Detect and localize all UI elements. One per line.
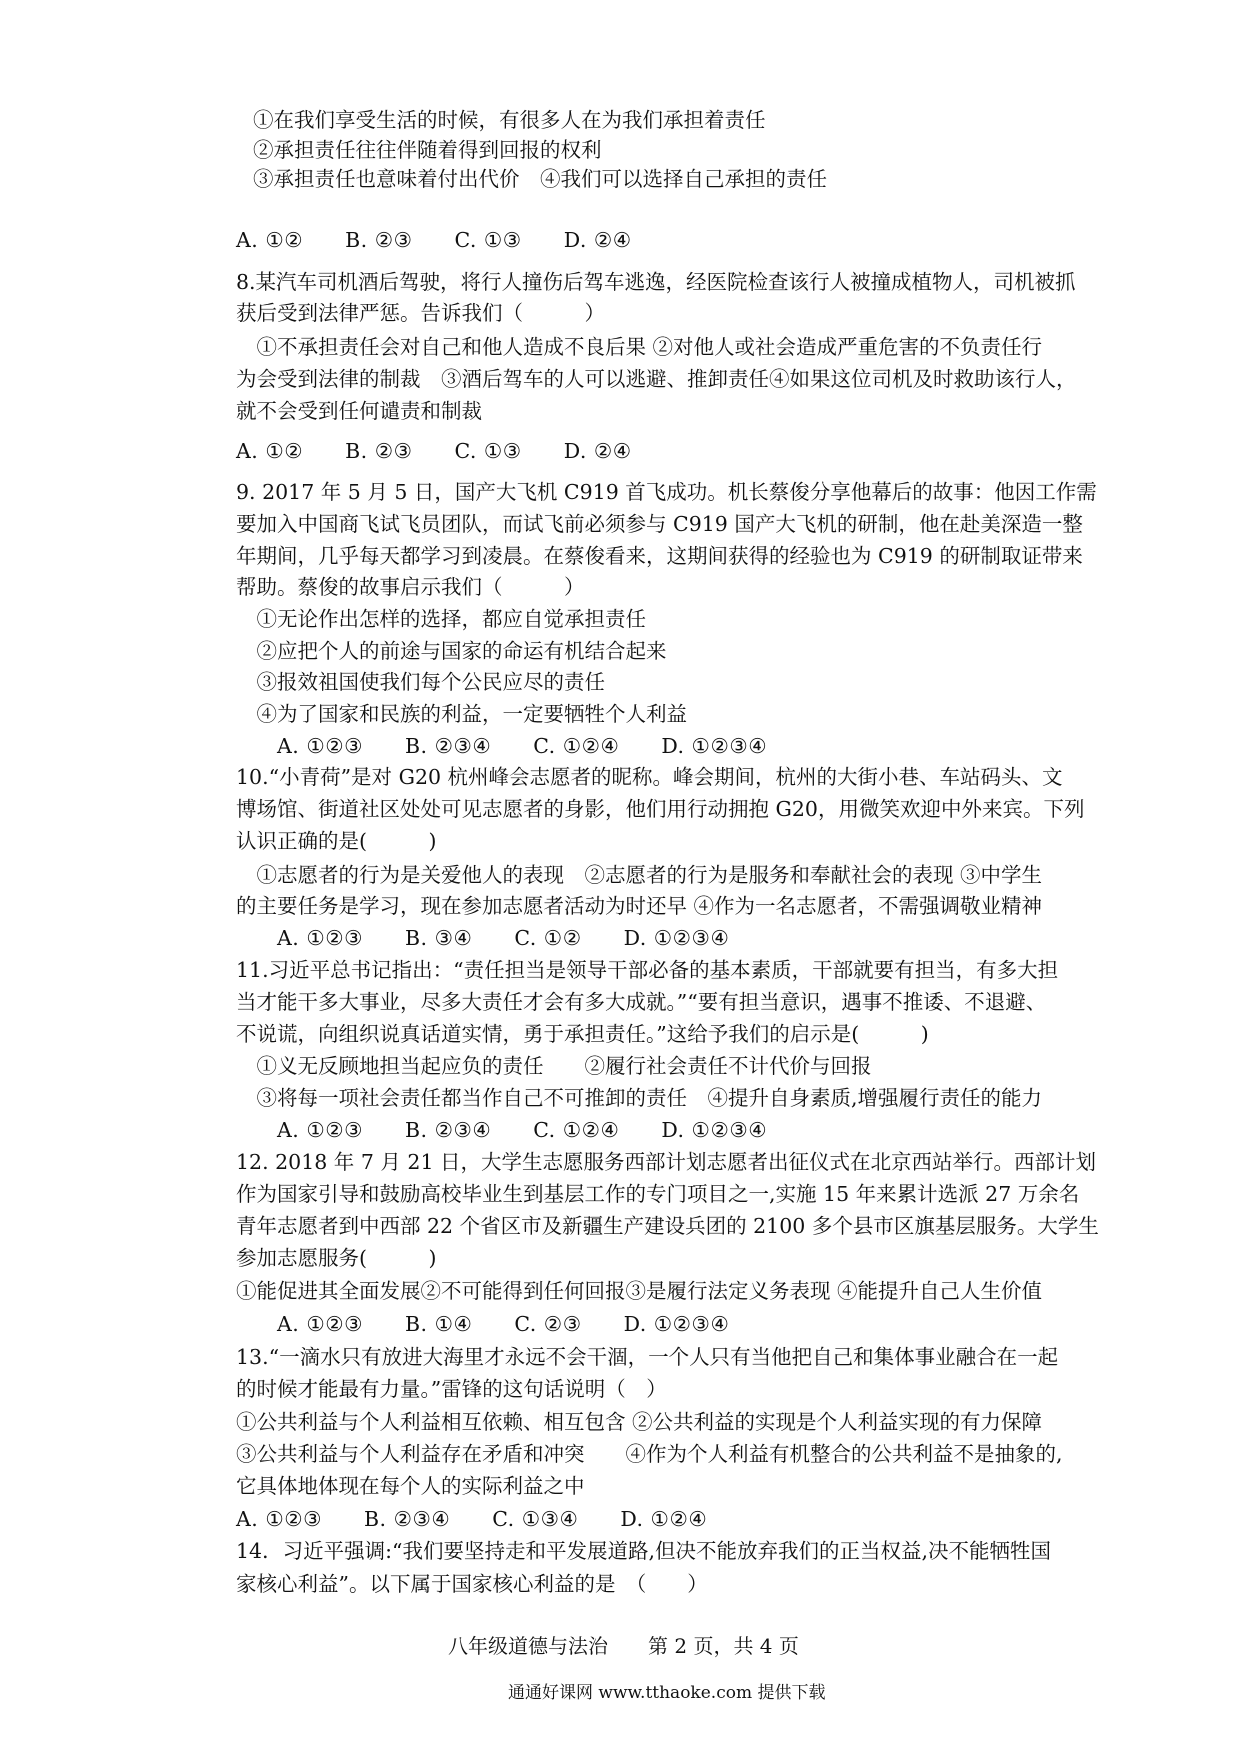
question-9-line: 9. 2017 年 5 月 5 日，国产大飞机 C919 首飞成功。机长蔡俊分享他幕后的故事：他因工作需 <box>236 480 1097 504</box>
question-12-line: 青年志愿者到中西部 22 个省区市及新疆生产建设兵团的 2100 多个县市区旗基层服务。大学生 <box>236 1214 1099 1238</box>
question-14-line: 家核心利益”。以下属于国家核心利益的是 （ ） <box>236 1572 708 1596</box>
question-8-line: 为会受到法律的制裁 ③酒后驾车的人可以逃避、推卸责任④如果这位司机及时救助该行人， <box>236 367 1077 391</box>
question-9-line: ④为了国家和民族的利益，一定要牺牲个人利益 <box>236 702 687 726</box>
question-13-line: ①公共利益与个人利益相互依赖、相互包含 ②公共利益的实现是个人利益实现的有力保障 <box>236 1410 1043 1434</box>
answer-choices: A. ①②③ B. ③④ C. ①② D. ①②③④ <box>277 926 730 950</box>
question-8-line: ①不承担责任会对自己和他人造成不良后果 ②对他人或社会造成严重危害的不负责任行 <box>236 335 1043 359</box>
question-13-line: ③公共利益与个人利益存在矛盾和冲突 ④作为个人利益有机整合的公共利益不是抽象的, <box>236 1442 1063 1466</box>
answer-choices: A. ①②③ B. ②③④ C. ①③④ D. ①②④ <box>236 1507 708 1531</box>
question-13-line: 它具体地体现在每个人的实际利益之中 <box>236 1474 585 1498</box>
question-9-line: ①无论作出怎样的选择，都应自觉承担责任 <box>236 607 646 631</box>
question-9-line: 年期间，几乎每天都学习到凌晨。在蔡俊看来，这期间获得的经验也为 C919 的研制取证带来 <box>236 544 1083 568</box>
question-11-line: 不说谎，向组织说真话道实情，勇于承担责任。”这给予我们的启示是( ) <box>236 1022 929 1046</box>
question-9-line: ③报效祖国使我们每个公民应尽的责任 <box>236 670 605 694</box>
question-10-line: 10.“小青荷”是对 G20 杭州峰会志愿者的昵称。峰会期间，杭州的大街小巷、车站码头、文 <box>236 765 1063 789</box>
question-11-line: ①义无反顾地担当起应负的责任 ②履行社会责任不计代价与回报 <box>236 1054 872 1078</box>
download-credit: 通通好课网 www.tthaoke.com 提供下载 <box>508 1683 826 1703</box>
answer-choices: A. ①②③ B. ②③④ C. ①②④ D. ①②③④ <box>277 1118 768 1142</box>
question-9-line: ②应把个人的前途与国家的命运有机结合起来 <box>236 639 667 663</box>
question-11-line: 11.习近平总书记指出：“责任担当是领导干部必备的基本素质，干部就要有担当，有多大担 <box>236 958 1059 982</box>
question-8-line: 就不会受到任何谴责和制裁 <box>236 399 482 423</box>
question-12-line: 12. 2018 年 7 月 21 日，大学生志愿服务西部计划志愿者出征仪式在北京西站举行。西部计划 <box>236 1150 1096 1174</box>
question-9-line: 要加入中国商飞试飞员团队，而试飞前必须参与 C919 国产大飞机的研制，他在赴美深造一整 <box>236 512 1083 536</box>
question-10-line: 认识正确的是( ) <box>236 829 437 853</box>
question-13-line: 的时候才能最有力量。”雷锋的这句话说明（ ） <box>236 1377 667 1401</box>
question-13-line: 13.“一滴水只有放进大海里才永远不会干涸，一个人只有当他把自己和集体事业融合在一起 <box>236 1345 1059 1369</box>
question-14-line: 14．习近平强调:“我们要坚持走和平发展道路,但决不能放弃我们的正当权益,决不能牺牲国 <box>236 1539 1052 1563</box>
option-line: ③承担责任也意味着付出代价 ④我们可以选择自己承担的责任 <box>253 167 827 191</box>
question-10-line: ①志愿者的行为是关爱他人的表现 ②志愿者的行为是服务和奉献社会的表现 ③中学生 <box>236 863 1043 887</box>
question-10-line: 的主要任务是学习，现在参加志愿者活动为时还早 ④作为一名志愿者，不需强调敬业精神 <box>236 894 1043 918</box>
question-12-line: 参加志愿服务( ) <box>236 1246 437 1270</box>
question-8-line: 8.某汽车司机酒后驾驶，将行人撞伤后驾车逃逸，经医院检查该行人被撞成植物人，司机被抓 <box>236 270 1076 294</box>
answer-choices: A. ①② B. ②③ C. ①③ D. ②④ <box>236 439 632 463</box>
answer-choices: A. ①②③ B. ②③④ C. ①②④ D. ①②③④ <box>277 734 768 758</box>
answer-choices: A. ①② B. ②③ C. ①③ D. ②④ <box>236 228 632 252</box>
question-9-line: 帮助。蔡俊的故事启示我们（ ） <box>236 575 585 599</box>
question-12-line: 作为国家引导和鼓励高校毕业生到基层工作的专门项目之一,实施 15 年来累计选派 27 万余名 <box>236 1182 1080 1206</box>
answer-choices: A. ①②③ B. ①④ C. ②③ D. ①②③④ <box>277 1312 730 1336</box>
question-8-line: 获后受到法律严惩。告诉我们（ ） <box>236 301 605 325</box>
page-footer: 八年级道德与法治 第 2 页，共 4 页 <box>448 1634 799 1658</box>
option-line: ②承担责任往往伴随着得到回报的权利 <box>253 138 602 162</box>
question-11-line: ③将每一项社会责任都当作自己不可推卸的责任 ④提升自身素质,增强履行责任的能力 <box>236 1086 1043 1110</box>
question-10-line: 博场馆、街道社区处处可见志愿者的身影，他们用行动拥抱 G20，用微笑欢迎中外来宾。下列 <box>236 797 1085 821</box>
question-11-line: 当才能干多大事业，尽多大责任才会有多大成就。”“要有担当意识，遇事不推诿、不退避、 <box>236 990 1047 1014</box>
option-line: ①在我们享受生活的时候，有很多人在为我们承担着责任 <box>253 108 766 132</box>
question-12-line: ①能促进其全面发展②不可能得到任何回报③是履行法定义务表现 ④能提升自己人生价值 <box>236 1279 1043 1303</box>
